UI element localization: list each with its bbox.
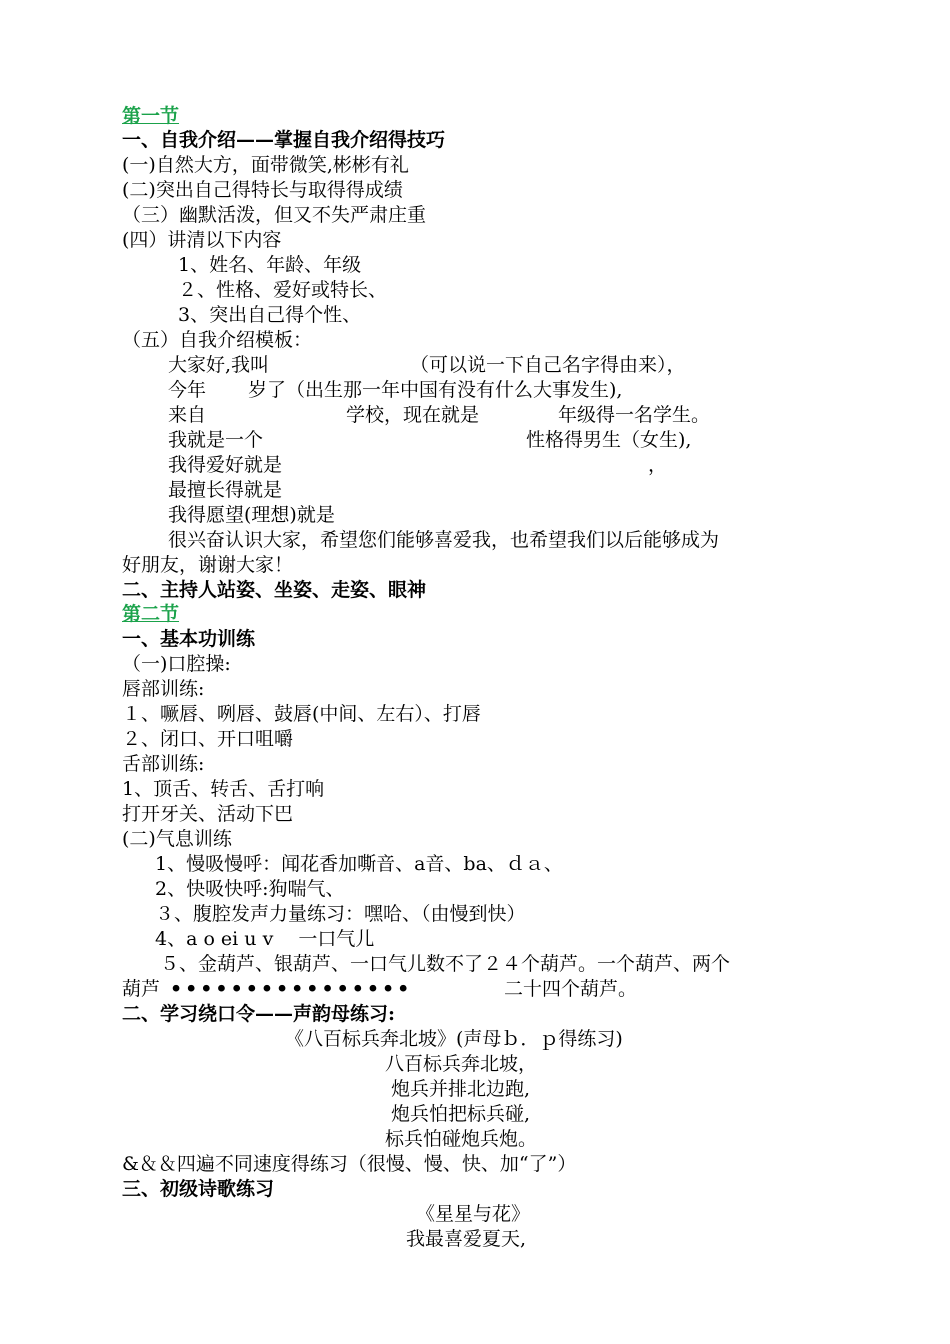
text-line: ５、金葫芦、银葫芦、一口气儿数不了２４个葫芦。一个葫芦、两个 [160, 953, 731, 975]
text-line: 二十四个葫芦。 [504, 978, 638, 1000]
text-line: ２、闭口、开口咀嚼 [122, 728, 294, 750]
text-line: 舌部训练: [122, 753, 205, 775]
heading-host-posture: 二、主持人站姿、坐姿、走姿、眼神 [122, 579, 427, 601]
text-line: 葫芦 [122, 978, 161, 1000]
template-text: 岁了（出生那一年中国有没有什么大事发生), [248, 379, 623, 401]
poem-line: 炮兵怕把标兵碰, [391, 1103, 531, 1125]
text-line: 4、a o ei u v 一口气儿 [155, 928, 375, 950]
text-line: （三）幽默活泼，但又不失严肃庄重 [122, 204, 427, 226]
template-text: 我就是一个 [168, 429, 264, 451]
poem-line: 我最喜爱夏天, [406, 1228, 527, 1250]
text-line: (四）讲清以下内容 [122, 229, 282, 251]
text-line: (一)自然大方，面带微笑,彬彬有礼 [122, 154, 409, 176]
template-text: 学校，现在就是 [346, 404, 480, 426]
template-text: 我得愿望(理想)就是 [168, 504, 335, 526]
heading-poetry: 三、初级诗歌练习 [122, 1178, 275, 1200]
template-text: 最擅长得就是 [168, 479, 283, 501]
heading-basic-training: 一、基本功训练 [122, 628, 256, 650]
template-text: 很兴奋认识大家，希望您们能够喜爱我，也希望我们以后能够成为 [168, 529, 720, 551]
text-line: 1、顶舌、转舌、舌打响 [122, 778, 325, 800]
template-text: 大家好,我叫 [168, 354, 270, 376]
poem-line: 八百标兵奔北坡， [385, 1053, 538, 1075]
poem-line: 炮兵并排北边跑, [391, 1078, 531, 1100]
section-heading-1: 第一节 [122, 105, 180, 127]
text-line: （一)口腔操: [122, 653, 231, 675]
poem-title: 《星星与花》 [416, 1203, 531, 1225]
text-line: （五）自我介绍模板： [122, 329, 313, 351]
poem-title: 《八百标兵奔北坡》(声母ｂ．ｐ得练习) [285, 1028, 623, 1050]
template-text: 来自 [168, 404, 207, 426]
template-text: 年级得一名学生。 [558, 404, 711, 426]
poem-line: 标兵怕碰炮兵炮。 [385, 1128, 538, 1150]
section-heading-2: 第二节 [122, 603, 180, 625]
text-line: 1、慢吸慢呼：闻花香加嘶音、a音、ba、ｄａ、 [155, 853, 563, 875]
template-text: 性格得男生（女生), [526, 429, 692, 451]
template-text: 好朋友，谢谢大家！ [122, 554, 294, 576]
text-line: 唇部训练: [122, 678, 205, 700]
text-line: 打开牙关、活动下巴 [122, 803, 294, 825]
text-line: 3、突出自己得个性、 [178, 304, 362, 326]
template-text: 我得爱好就是 [168, 454, 283, 476]
text-line: 1、姓名、年龄、年级 [178, 254, 362, 276]
ellipsis-dots: •••••••••••••••• [170, 978, 413, 1000]
text-line: ３、腹腔发声力量练习：嘿哈、（由慢到快） [155, 903, 526, 925]
template-text: ， [648, 454, 668, 476]
text-line: (二)气息训练 [122, 828, 232, 850]
text-line: &＆＆四遍不同速度得练习（很慢、慢、快、加“了”） [122, 1153, 577, 1175]
heading-self-intro: 一、自我介绍——掌握自我介绍得技巧 [122, 129, 446, 151]
template-text: 今年 [168, 379, 207, 401]
text-line: (二)突出自己得特长与取得得成绩 [122, 179, 403, 201]
text-line: 2、快吸快呼:狗喘气、 [155, 878, 345, 900]
heading-tongue-twister: 二、学习绕口令——声韵母练习: [122, 1003, 396, 1025]
template-text: （可以说一下自己名字得由来）， [410, 354, 686, 376]
text-line: ２、性格、爱好或特长、 [178, 279, 388, 301]
text-line: １、噘唇、咧唇、鼓唇(中间、左右）、打唇 [122, 703, 481, 725]
